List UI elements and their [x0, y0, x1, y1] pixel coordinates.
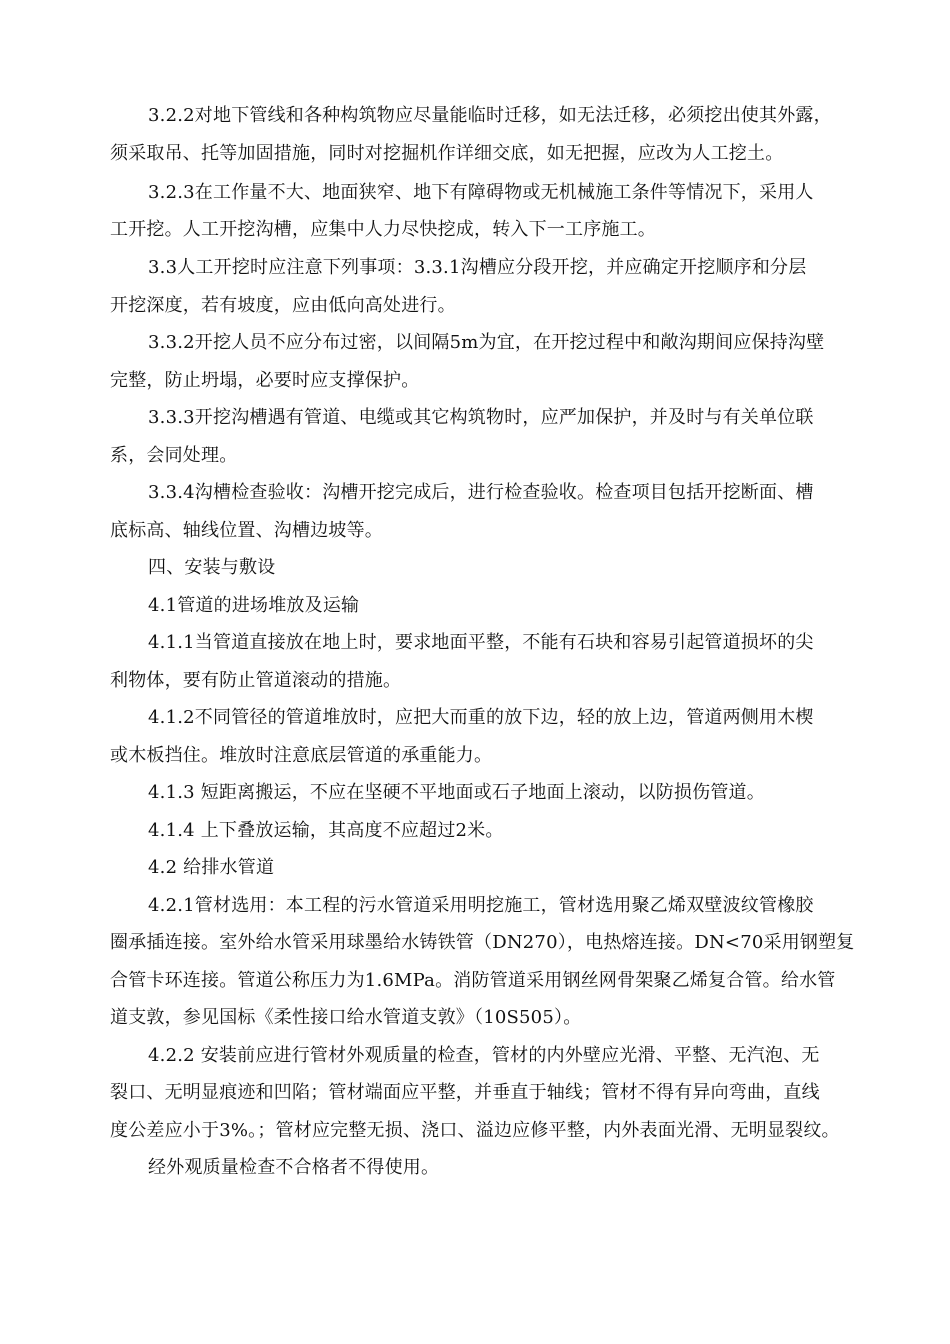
subsection-heading: 4.1管道的进场堆放及运输 [148, 595, 360, 616]
paragraph-line: 4.2.2 安装前应进行管材外观质量的检查，管材的内外壁应光滑、平整、无汽泡、无 [148, 1045, 820, 1066]
paragraph-line: 合管卡环连接。管道公称压力为1.6MPa。消防管道采用钢丝网骨架聚乙烯复合管。给水管 [110, 970, 836, 991]
paragraph-line: 3.3人工开挖时应注意下列事项：3.3.1沟槽应分段开挖，并应确定开挖顺序和分层 [148, 257, 807, 278]
paragraph-line: 道支敦，参见国标《柔性接口给水管道支敦》（10S505）。 [110, 1007, 582, 1028]
paragraph-line: 利物体，要有防止管道滚动的措施。 [110, 670, 402, 691]
paragraph-line: 4.1.1当管道直接放在地上时，要求地面平整，不能有石块和容易引起管道损坏的尖 [148, 632, 814, 653]
paragraph-line: 底标高、轴线位置、沟槽边坡等。 [110, 520, 383, 541]
paragraph-line: 3.3.4沟槽检查验收：沟槽开挖完成后，进行检查验收。检查项目包括开挖断面、槽 [148, 482, 814, 503]
paragraph-line: 3.2.2对地下管线和各种构筑物应尽量能临时迁移，如无法迁移，必须挖出使其外露， [148, 105, 832, 126]
paragraph-line: 完整，防止坍塌，必要时应支撑保护。 [110, 370, 420, 391]
paragraph-line: 开挖深度，若有坡度，应由低向高处进行。 [110, 295, 456, 316]
subsection-heading: 4.2 给排水管道 [148, 857, 275, 878]
paragraph-line: 4.1.3 短距离搬运，不应在坚硬不平地面或石子地面上滚动，以防损伤管道。 [148, 782, 765, 803]
paragraph-line: 度公差应小于3%。；管材应完整无损、浇口、溢边应修平整，内外表面光滑、无明显裂纹。 [110, 1120, 840, 1141]
paragraph-line: 3.3.3开挖沟槽遇有管道、电缆或其它构筑物时，应严加保护，并及时与有关单位联 [148, 407, 814, 428]
paragraph-line: 裂口、无明显痕迹和凹陷；管材端面应平整，并垂直于轴线；管材不得有异向弯曲，直线 [110, 1082, 820, 1103]
section-heading: 四、安装与敷设 [148, 557, 276, 578]
paragraph-line: 4.2.1管材选用：本工程的污水管道采用明挖施工，管材选用聚乙烯双壁波纹管橡胶 [148, 895, 814, 916]
paragraph-line: 3.3.2开挖人员不应分布过密，以间隔5m为宜，在开挖过程中和敞沟期间应保持沟壁 [148, 332, 825, 353]
paragraph-line: 或木板挡住。堆放时注意底层管道的承重能力。 [110, 745, 493, 766]
paragraph-line: 经外观质量检查不合格者不得使用。 [148, 1157, 440, 1178]
paragraph-line: 4.1.4 上下叠放运输，其高度不应超过2米。 [148, 820, 504, 841]
paragraph-line: 3.2.3在工作量不大、地面狭窄、地下有障碍物或无机械施工条件等情况下，采用人 [148, 182, 814, 203]
paragraph-line: 4.1.2不同管径的管道堆放时，应把大而重的放下边，轻的放上边，管道两侧用木楔 [148, 707, 814, 728]
paragraph-line: 工开挖。人工开挖沟槽，应集中人力尽快挖成，转入下一工序施工。 [110, 219, 656, 240]
paragraph-line: 系，会同处理。 [110, 445, 238, 466]
paragraph-line: 须采取吊、托等加固措施，同时对挖掘机作详细交底，如无把握，应改为人工挖土。 [110, 143, 784, 164]
paragraph-line: 圈承插连接。室外给水管采用球墨给水铸铁管（DN270），电热熔连接。DN<70采用钢塑复 [110, 932, 855, 953]
